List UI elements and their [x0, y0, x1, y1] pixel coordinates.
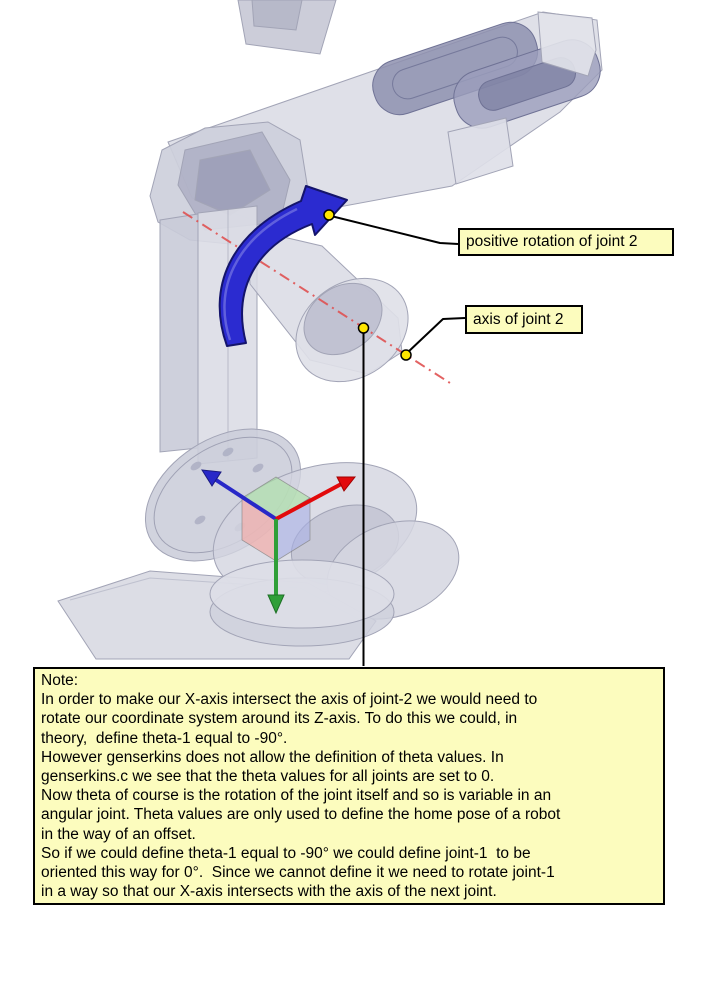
note-line: So if we could define theta-1 equal to -90° we could define joint-1 to be [41, 844, 531, 862]
marker-dot-rotation [324, 210, 334, 220]
leader-positive-rotation [331, 216, 458, 244]
note-line: In order to make our X-axis intersect the axis of joint-2 we would need to [41, 691, 538, 709]
callout-positive-rotation-label: positive rotation of joint 2 [466, 233, 638, 250]
leader-axis-label [407, 318, 465, 353]
note-line: angular joint. Theta values are only used to define the home pose of a robot [41, 806, 561, 824]
top-link-detail [252, 0, 302, 30]
note-line: in a way so that our X-axis intersects with the axis of the next joint. [41, 883, 497, 901]
base-cylinder-upper [210, 560, 394, 628]
callout-positive-rotation [458, 228, 674, 256]
marker-dot-axis-right [401, 350, 411, 360]
note-line: theory, define theta-1 equal to -90°. [41, 729, 288, 747]
column-link-side [160, 214, 198, 452]
note-line: Note: [41, 672, 79, 689]
note-line: rotate our coordinate system around its Z-axis. To do this we could, in [41, 710, 518, 728]
note-line: Now theta of course is the rotation of the joint itself and so is variable in an [41, 787, 552, 805]
marker-dot-axis-left [359, 323, 369, 333]
note-line: in the way of an offset. [41, 825, 196, 843]
callout-axis-label: axis of joint 2 [473, 310, 564, 328]
callout-axis-of-joint2 [465, 305, 583, 334]
note-line: However genserkins does not allow the definition of theta values. In [41, 748, 504, 766]
note-line: genserkins.c we see that the theta values for all joints are set to 0. [41, 768, 495, 786]
note-line: oriented this way for 0°. Since we cannot define it we need to rotate joint-1 [41, 864, 555, 882]
note-box [33, 667, 665, 905]
